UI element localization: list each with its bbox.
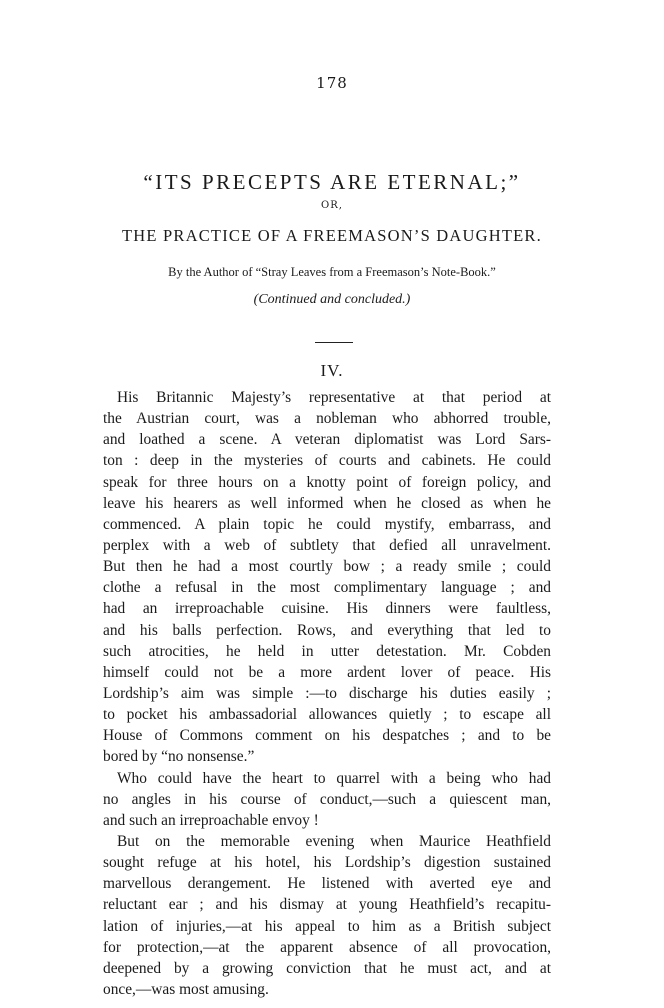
text-line: But on the memorable evening when Maurice Heathfield [117,832,551,850]
text-line: ton : deep in the mysteries of courts and cabinets. He could [103,452,551,470]
text-line: and his balls perfection. Rows, and everything that led to [103,621,551,639]
section-divider [315,342,353,343]
text-line: reluctant ear ; and his dismay at young Heathfield’s recapitu- [103,896,551,914]
text-line: sought refuge at his hotel, his Lordship’s digestion sustained [103,854,551,872]
text-line: the Austrian court, was a nobleman who abhorred trouble, [103,410,551,428]
text-line: and such an irreproachable envoy ! [103,811,319,829]
text-line: But then he had a most courtly bow ; a ready smile ; could [103,558,551,576]
article-subtitle: THE PRACTICE OF A FREEMASON’S DAUGHTER. [122,226,542,245]
text-line: no angles in his course of conduct,—such a quiescent man, [103,790,551,808]
article-title: “ITS PRECEPTS ARE ETERNAL;” [143,170,521,194]
text-line: had an irreproachable cuisine. His dinners were faultless, [103,600,551,618]
text-line: deepened by a growing conviction that he must act, and at [103,959,551,977]
text-line: Lordship’s aim was simple :—to discharge his duties easily ; [103,684,551,702]
text-line: His Britannic Majesty’s representative at that period at [117,389,551,406]
continued-note: (Continued and concluded.) [253,292,411,307]
text-line: marvellous derangement. He listened with averted eye and [103,875,551,893]
text-line: bored by “no nonsense.” [103,748,255,766]
text-line: lation of injuries,—at his appeal to him as a British subject [103,917,551,935]
or-connector: OR, [321,200,343,211]
text-line: speak for three hours on a knotty point of foreign policy, and [103,473,551,491]
text-line: House of Commons comment on his despatches ; and to be [103,727,551,745]
byline: By the Author of “Stray Leaves from a Freemason’s Note-Book.” [168,265,496,279]
text-line: commenced. A plain topic he could mystify, embarrass, and [103,515,551,533]
text-line: to pocket his ambassadorial allowances quietly ; to escape all [103,706,551,724]
text-line: for protection,—at the apparent absence of all provocation, [103,938,551,956]
body-text [103,387,551,1000]
text-line: Who could have the heart to quarrel with a being who had [117,769,551,787]
text-line: once,—was most amusing. [103,980,269,998]
page-number: 178 [316,74,348,92]
text-line: such atrocities, he held in utter detestation. Mr. Cobden [103,642,551,660]
text-line: and loathed a scene. A veteran diplomatist was Lord Sars- [103,431,551,449]
text-line: himself could not be a more ardent lover of peace. His [103,663,551,681]
text-line: perplex with a web of subtlety that defied all unravelment. [103,536,551,554]
text-line: clothe a refusal in the most complimentary language ; and [103,579,551,597]
text-line: leave his hearers as well informed when he closed as when he [103,494,551,512]
section-number: IV. [320,361,344,380]
